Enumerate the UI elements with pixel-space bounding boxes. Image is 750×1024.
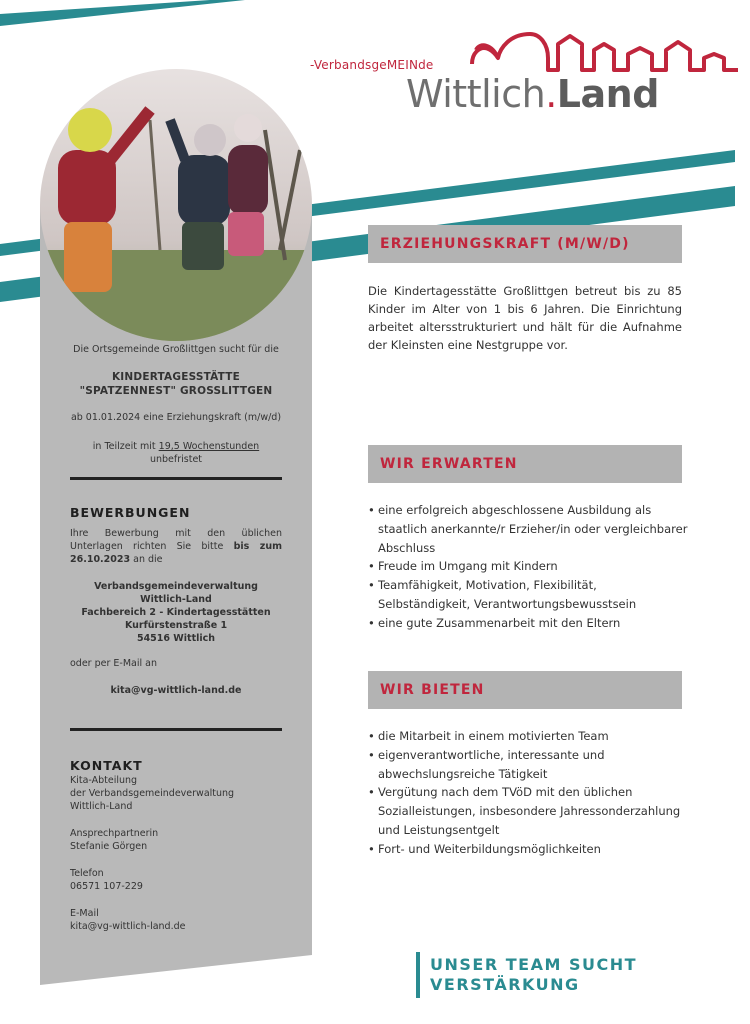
logo-wordmark <box>406 72 659 116</box>
footer-accent-bar <box>416 952 420 998</box>
left-divider-2 <box>70 728 282 731</box>
list-item: • Vergütung nach dem TVöD mit den üblichen Sozialleistungen, insbesondere Jahressonderzahlung und Leistungsentgelt <box>368 783 688 839</box>
bewerbungen-heading: BEWERBUNGEN <box>70 505 191 520</box>
offer-list <box>368 727 688 859</box>
kontakt-block <box>70 774 298 813</box>
facility-description: Die Kindertagesstätte Großlittgen betreut bis zu 85 Kinder im Alter von 1 bis 6 Jahren. Die Einrichtung arbeitet altersstrukturiert und hält für die Aufnahme der Kleinsten eine Nestgruppe vor. <box>368 284 682 352</box>
list-item: • Freude im Umgang mit Kindern <box>368 557 688 576</box>
bewerbung-deadline: bis zum 26.10.2023 <box>70 541 282 565</box>
logo-tagline: -VerbandsgeMEINde <box>310 58 434 72</box>
kontakt-line: Wittlich-Land <box>70 801 133 812</box>
phone-label: Telefon <box>70 868 104 879</box>
logo-heart-skyline-icon <box>470 14 740 74</box>
left-divider-1 <box>70 477 282 480</box>
contact-person-label: Ansprechpartnerin <box>70 828 159 839</box>
list-item: • die Mitarbeit in einem motivierten Team <box>368 727 688 746</box>
unlimited-text: unbefristet <box>149 454 203 465</box>
footer-line-2: VERSTÄRKUNG <box>430 975 580 994</box>
bewerbung-text-1: Ihre Bewerbung mit den üblichen Unterlagen richten Sie bitte <box>70 528 282 552</box>
part-time-line <box>62 440 290 466</box>
heading-box-offer <box>368 671 682 709</box>
list-item: • eigenverantwortliche, interessante und abwechslungsreiche Tätigkeit <box>368 746 688 784</box>
kontakt-heading: KONTAKT <box>70 758 143 773</box>
address-line: Kurfürstenstraße 1 <box>124 620 228 631</box>
logo-name-bold: Land <box>556 72 659 116</box>
offer-heading: WIR BIETEN <box>380 682 485 698</box>
part-time-prefix: in Teilzeit mit <box>92 441 159 452</box>
list-item: • eine gute Zusammenarbeit mit den Eltern <box>368 614 688 633</box>
contact-email-link[interactable]: kita@vg-wittlich-land.de <box>70 921 186 932</box>
contact-email-label: E-Mail <box>70 908 99 919</box>
footer-tagline <box>430 955 637 995</box>
phone-number[interactable]: 06571 107-229 <box>70 881 143 892</box>
start-date-line: ab 01.01.2024 eine Erziehungskraft (m/w/d) <box>70 412 282 423</box>
left-intro: Die Ortsgemeinde Großlittgen sucht für die <box>73 344 279 355</box>
list-item: • eine erfolgreich abgeschlossene Ausbildung als staatlich anerkannte/r Erzieher/in oder vergleichbarer Abschluss <box>368 501 688 557</box>
footer-line-1: UNSER TEAM SUCHT <box>430 955 638 974</box>
address-block <box>62 580 290 645</box>
kita-title <box>62 370 290 398</box>
expect-list <box>368 501 688 633</box>
bewerbung-text-2: an die <box>130 554 163 565</box>
email-intro: oder per E-Mail an <box>70 658 158 669</box>
heading-box-expect <box>368 445 682 483</box>
position-heading: ERZIEHUNGSKRAFT (M/W/D) <box>380 236 630 252</box>
part-time-hours: 19,5 Wochenstunden <box>158 441 260 452</box>
logo-name: Wittlich <box>406 72 546 116</box>
list-item: • Fort- und Weiterbildungsmöglichkeiten <box>368 840 688 859</box>
logo-dot: . <box>545 72 557 116</box>
contact-person-name: Stefanie Görgen <box>70 841 148 852</box>
address-line: Fachbereich 2 - Kindertagesstätten <box>81 607 271 618</box>
contact-person <box>70 827 298 853</box>
kontakt-line: der Verbandsgemeindeverwaltung <box>70 788 235 799</box>
contact-email-block <box>70 907 298 933</box>
kita-title-line-2: "SPATZENNEST" GROSSLITTGEN <box>79 385 273 397</box>
expect-heading: WIR ERWARTEN <box>380 456 518 472</box>
phone-block <box>70 867 298 893</box>
list-item: • Teamfähigkeit, Motivation, Flexibilität, Selbständigkeit, Verantwortungsbewusstsein <box>368 576 688 614</box>
application-email-link[interactable]: kita@vg-wittlich-land.de <box>110 685 242 696</box>
address-line: Verbandsgemeindeverwaltung <box>94 581 258 592</box>
heading-box-position <box>368 225 682 263</box>
address-line: Wittlich-Land <box>140 594 212 605</box>
kita-title-line-1: KINDERTAGESSTÄTTE <box>111 371 241 383</box>
address-line: 54516 Wittlich <box>136 633 216 644</box>
bewerbung-text <box>70 527 282 566</box>
kontakt-line: Kita-Abteilung <box>70 775 138 786</box>
